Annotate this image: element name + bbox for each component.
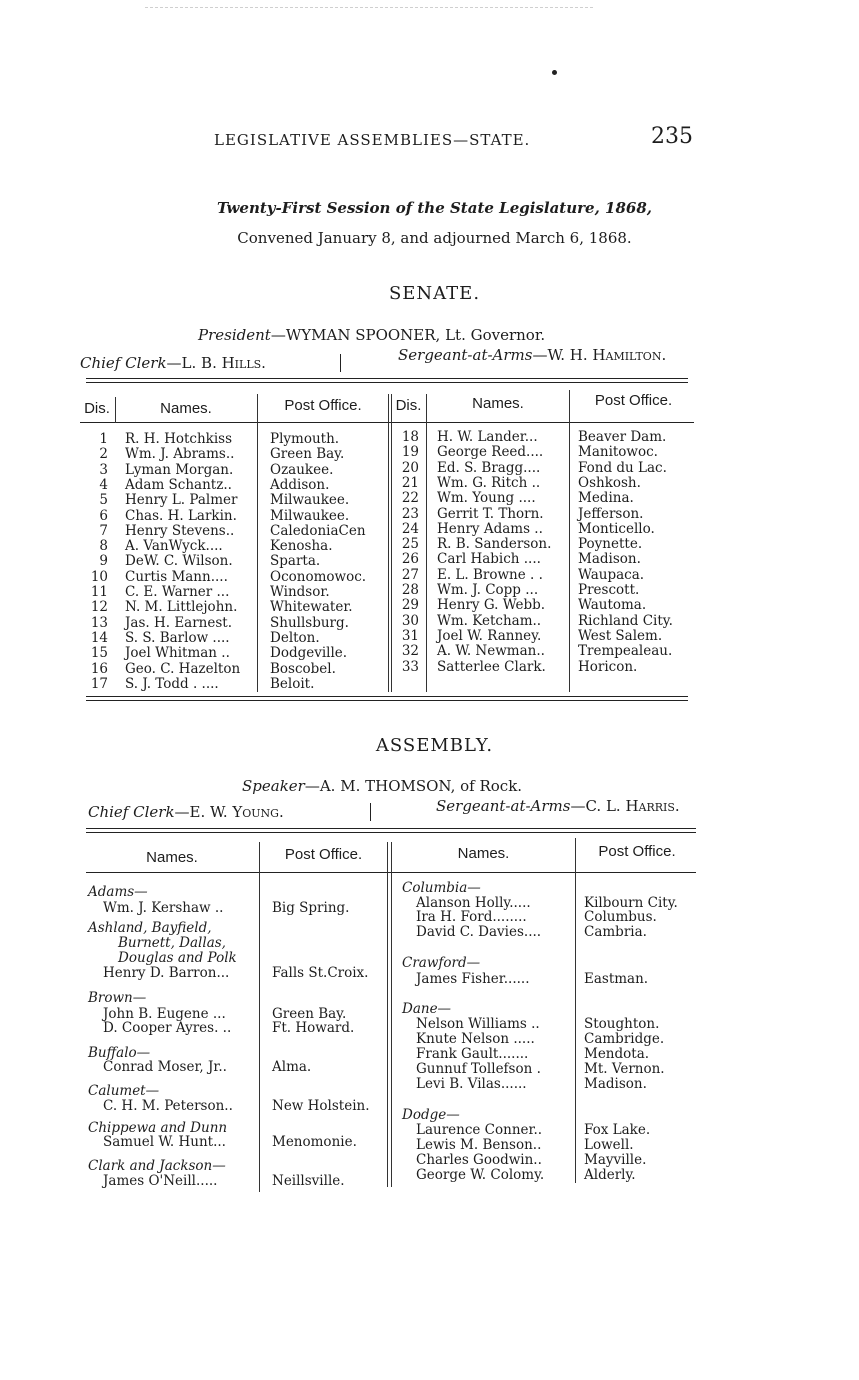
assembly-member-name: Nelson Williams ..: [416, 1016, 540, 1032]
senate-district-number: 29: [401, 597, 419, 614]
senate-district-number: 22: [401, 490, 419, 507]
senate-district-number: 14: [90, 629, 108, 646]
chief-clerk-label: Chief Clerk: [88, 803, 175, 821]
assembly-post-office: Menomonie.: [272, 1134, 357, 1150]
assembly-post-office: Alderly.: [584, 1167, 636, 1183]
senate-post-office: Plymouth.: [270, 431, 340, 447]
assembly-header-names: Names.: [457, 845, 510, 862]
president-label: President: [198, 326, 271, 344]
senate-table-top-rule2: [86, 382, 688, 383]
chief-clerk-value: —E. W. Young.: [174, 803, 284, 821]
sergeant-label: Sergeant-at-Arms: [398, 346, 533, 364]
sergeant-value: —C. L. Harris.: [570, 797, 680, 815]
senate-table-top-rule: [86, 378, 688, 379]
senate-district-number: 19: [401, 444, 419, 461]
senate-table-bottom-rule: [86, 696, 688, 697]
senate-member-name: Henry Adams ..: [437, 520, 543, 537]
senate-district-number: 20: [401, 459, 419, 476]
senate-district-number: 7: [99, 522, 108, 539]
assembly-member-name: Conrad Moser, Jr..: [103, 1059, 227, 1075]
assembly-member-name: Levi B. Vilas......: [416, 1076, 527, 1092]
senate-post-office: Windsor.: [270, 584, 330, 600]
senate-header-dis: Dis.: [84, 400, 110, 417]
senate-district-number: 18: [401, 429, 419, 445]
senate-member-name: S. S. Barlow ....: [125, 629, 230, 646]
assembly-post-office: Ft. Howard.: [272, 1020, 355, 1036]
officer-separator: [370, 803, 371, 821]
senate-post-office: Beloit.: [270, 675, 315, 692]
assembly-col-rule: [575, 838, 576, 1183]
assembly-sergeant: [436, 797, 680, 815]
assembly-member-name: C. H. M. Peterson..: [103, 1098, 233, 1114]
senate-header-post-office: Post Office.: [284, 397, 362, 414]
senate-district-number: 4: [99, 476, 108, 493]
senate-member-name: Jas. H. Earnest.: [125, 614, 233, 631]
senate-member-name: Lyman Morgan.: [125, 461, 234, 478]
assembly-member-name: Laurence Conner..: [416, 1122, 543, 1138]
assembly-member-name: Knute Nelson .....: [416, 1031, 535, 1047]
assembly-header-post-office: Post Office.: [598, 843, 676, 860]
senate-post-office: Shullsburg.: [270, 614, 349, 631]
senate-district-number: 11: [90, 584, 108, 600]
senate-district-number: 30: [401, 612, 419, 629]
senate-district-number: 13: [90, 614, 108, 631]
senate-col-rule: [257, 394, 258, 692]
senate-district-number: 26: [401, 551, 419, 568]
assembly-member-name: Henry D. Barron...: [103, 965, 230, 981]
assembly-col-rule: [259, 842, 260, 1192]
senate-post-office: Boscobel.: [270, 660, 336, 677]
senate-post-office: Delton.: [270, 629, 320, 646]
president-value: —WYMAN SPOONER, Lt. Governor.: [270, 326, 546, 344]
officer-separator: [340, 354, 341, 372]
senate-col-rule: [426, 394, 427, 692]
senate-post-office: Dodgeville.: [270, 645, 348, 662]
senate-district-number: 9: [99, 553, 108, 570]
assembly-member-name: Wm. J. Kershaw ..: [103, 900, 224, 916]
senate-district-number: 12: [90, 599, 108, 616]
senate-post-office: Manitowoc.: [578, 444, 658, 461]
page-number: 235: [651, 124, 693, 149]
senate-member-name: Ed. S. Bragg....: [437, 459, 541, 476]
senate-district-number: 5: [99, 492, 108, 509]
assembly-member-name: Ira H. Ford........: [416, 909, 527, 925]
senate-member-name: Curtis Mann....: [125, 568, 228, 585]
assembly-member-name: Lewis M. Benson..: [416, 1137, 542, 1153]
senate-district-number: 2: [99, 446, 108, 463]
senate-member-name: Wm. Ketcham..: [437, 612, 542, 629]
assembly-col-rule: [387, 842, 388, 1187]
senate-district-number: 3: [99, 461, 108, 478]
senate-post-office: Milwaukee.: [270, 492, 350, 509]
chief-clerk-label: Chief Clerk: [80, 354, 167, 372]
assembly-member-name: James O'Neill.....: [103, 1173, 218, 1189]
assembly-post-office: Mendota.: [584, 1046, 650, 1062]
senate-member-name: Chas. H. Larkin.: [125, 507, 237, 524]
senate-post-office: Ozaukee.: [270, 461, 334, 478]
senate-post-office: Prescott.: [578, 582, 640, 598]
senate-post-office: Horicon.: [578, 658, 638, 675]
assembly-header-post-office: Post Office.: [284, 846, 363, 863]
senate-member-name: A. W. Newman..: [437, 643, 545, 660]
senate-member-name: R. B. Sanderson.: [437, 536, 552, 553]
senate-heading: SENATE.: [388, 283, 481, 304]
county-heading: Chippewa and Dunn: [88, 1120, 228, 1136]
county-heading: Dane—: [402, 1001, 452, 1017]
assembly-post-office: Fox Lake.: [584, 1122, 651, 1138]
senate-member-name: George Reed....: [437, 444, 544, 461]
assembly-member-name: D. Cooper Ayres. ..: [103, 1020, 232, 1036]
senate-district-number: 32: [401, 643, 419, 660]
senate-member-name: C. E. Warner ...: [125, 584, 230, 600]
assembly-member-name: Gunnuf Tollefson .: [416, 1061, 541, 1077]
senate-col-rule: [569, 390, 570, 692]
assembly-member-name: Alanson Holly.....: [416, 895, 531, 911]
senate-member-name: A. VanWyck....: [125, 538, 223, 555]
senate-header-names: Names.: [160, 400, 212, 417]
senate-district-number: 21: [401, 474, 419, 491]
assembly-post-office: Stoughton.: [584, 1016, 660, 1032]
assembly-post-office: Neillsville.: [272, 1173, 345, 1189]
assembly-member-name: John B. Eugene ...: [103, 1006, 226, 1022]
senate-district-number: 28: [401, 582, 419, 598]
county-heading-continued: Burnett, Dallas,: [118, 935, 226, 951]
senate-member-name: Wm. Young ....: [437, 490, 536, 507]
senate-post-office: Medina.: [578, 490, 634, 507]
senate-chief-clerk: [80, 354, 266, 372]
county-heading: Clark and Jackson—: [88, 1158, 226, 1174]
senate-member-name: Joel W. Ranney.: [437, 627, 542, 644]
assembly-post-office: Mayville.: [584, 1152, 647, 1168]
senate-district-number: 31: [401, 627, 419, 644]
senate-member-name: Henry Stevens..: [125, 522, 235, 539]
senate-member-name: E. L. Browne . .: [437, 566, 543, 583]
senate-post-office: Waupaca.: [578, 566, 645, 583]
ink-speck: [552, 70, 557, 75]
assembly-post-office: Green Bay.: [272, 1006, 347, 1022]
senate-district-number: 23: [401, 505, 419, 522]
speaker-label: Speaker: [242, 777, 305, 795]
senate-post-office: Sparta.: [270, 553, 321, 570]
session-dates: Convened January 8, and adjourned March 6, 1868.: [237, 229, 632, 247]
county-heading-continued: Douglas and Polk: [118, 950, 237, 966]
senate-post-office: Richland City.: [578, 612, 673, 629]
senate-member-name: Gerrit T. Thorn.: [437, 505, 544, 522]
session-title: Twenty-First Session of the State Legislature, 1868,: [217, 199, 652, 217]
senate-district-number: 25: [401, 536, 419, 553]
senate-member-name: Wm. J. Copp ...: [437, 582, 539, 598]
assembly-member-name: David C. Davies....: [416, 924, 542, 940]
senate-post-office: Poynette.: [578, 536, 643, 553]
county-heading: Crawford—: [402, 955, 481, 971]
senate-member-name: Wm. G. Ritch ..: [437, 474, 541, 491]
assembly-member-name: Charles Goodwin..: [416, 1152, 542, 1168]
senate-district-number: 1: [99, 431, 108, 447]
senate-district-number: 10: [90, 568, 108, 585]
assembly-post-office: Lowell.: [584, 1137, 634, 1153]
county-heading: Buffalo—: [88, 1045, 151, 1061]
senate-district-number: 16: [90, 660, 108, 677]
senate-post-office: Green Bay.: [270, 446, 345, 463]
county-heading: Brown—: [88, 990, 147, 1006]
assembly-post-office: Big Spring.: [272, 900, 350, 916]
senate-post-office: Whitewater.: [270, 599, 353, 616]
assembly-post-office: Cambria.: [584, 924, 647, 940]
senate-member-name: R. H. Hotchkiss: [125, 431, 233, 447]
senate-district-number: 15: [90, 645, 108, 662]
county-heading: Columbia—: [402, 880, 481, 896]
senate-member-name: Carl Habich ....: [437, 551, 541, 568]
county-heading: Ashland, Bayfield,: [88, 920, 212, 936]
senate-col-rule: [388, 394, 389, 692]
assembly-table-top-rule2: [86, 832, 696, 833]
senate-member-name: H. W. Lander...: [437, 429, 538, 445]
senate-member-name: Henry G. Webb.: [437, 597, 546, 614]
senate-post-office: Oshkosh.: [578, 474, 641, 491]
assembly-speaker: [242, 777, 522, 795]
assembly-member-name: James Fisher......: [416, 971, 530, 987]
senate-post-office: Madison.: [578, 551, 641, 568]
assembly-heading: ASSEMBLY.: [375, 735, 494, 756]
senate-member-name: DeW. C. Wilson.: [125, 553, 233, 570]
senate-col-rule: [391, 394, 392, 692]
assembly-post-office: Alma.: [272, 1059, 312, 1075]
chief-clerk-value: —L. B. Hills.: [166, 354, 266, 372]
senate-header-names: Names.: [472, 395, 524, 412]
senate-post-office: Milwaukee.: [270, 507, 350, 524]
assembly-member-name: Frank Gault.......: [416, 1046, 529, 1062]
senate-header-dis: Dis.: [395, 397, 422, 414]
senate-post-office: Fond du Lac.: [578, 459, 667, 476]
assembly-post-office: Madison.: [584, 1076, 647, 1092]
senate-member-name: Adam Schantz..: [125, 476, 232, 493]
senate-member-name: S. J. Todd . ....: [125, 675, 219, 692]
assembly-post-office: Columbus.: [584, 909, 657, 925]
senate-post-office: Addison.: [270, 476, 330, 493]
assembly-post-office: Falls St.Croix.: [272, 965, 369, 981]
assembly-post-office: New Holstein.: [272, 1098, 370, 1114]
senate-sergeant: [398, 346, 666, 364]
senate-member-name: Joel Whitman ..: [125, 645, 230, 662]
senate-member-name: Henry L. Palmer: [125, 492, 238, 509]
sergeant-value: —W. H. Hamilton.: [532, 346, 667, 364]
assembly-member-name: Samuel W. Hunt...: [103, 1134, 226, 1150]
speaker-value: —A. M. THOMSON, of Rock.: [304, 777, 523, 795]
senate-post-office: Jefferson.: [578, 505, 644, 522]
assembly-post-office: Eastman.: [584, 971, 649, 987]
senate-district-number: 27: [401, 566, 419, 583]
senate-district-number: 17: [90, 675, 108, 692]
senate-table-bottom-rule2: [86, 700, 688, 701]
senate-post-office: West Salem.: [578, 627, 663, 644]
running-head: LEGISLATIVE ASSEMBLIES—STATE.: [214, 131, 531, 149]
senate-post-office: CaledoniaCen: [270, 522, 366, 539]
assembly-post-office: Cambridge.: [584, 1031, 665, 1047]
assembly-header-names: Names.: [146, 849, 198, 866]
assembly-table-top-rule: [86, 828, 696, 829]
senate-district-number: 33: [401, 658, 419, 675]
senate-post-office: Trempealeau.: [578, 643, 673, 660]
senate-post-office: Kenosha.: [270, 538, 333, 555]
senate-district-number: 8: [99, 538, 108, 555]
senate-post-office: Monticello.: [578, 520, 655, 537]
assembly-post-office: Kilbourn City.: [584, 895, 678, 911]
senate-header-post-office: Post Office.: [594, 392, 673, 409]
senate-post-office: Oconomowoc.: [270, 568, 367, 585]
senate-member-name: Satterlee Clark.: [437, 658, 546, 675]
senate-district-number: 24: [401, 520, 419, 537]
senate-member-name: N. M. Littlejohn.: [125, 599, 238, 616]
county-heading: Adams—: [88, 884, 148, 900]
senate-header-rule: [80, 422, 694, 423]
assembly-post-office: Mt. Vernon.: [584, 1061, 665, 1077]
senate-post-office: Wautoma.: [578, 597, 647, 614]
senate-member-name: Wm. J. Abrams..: [125, 446, 235, 463]
senate-district-number: 6: [99, 507, 108, 524]
county-heading: Dodge—: [402, 1107, 460, 1123]
assembly-chief-clerk: [88, 803, 284, 821]
senate-president: [198, 326, 545, 344]
assembly-member-name: George W. Colomy.: [416, 1167, 545, 1183]
top-edge-rule: [145, 7, 593, 8]
senate-post-office: Beaver Dam.: [578, 429, 667, 445]
senate-member-name: Geo. C. Hazelton: [125, 660, 241, 677]
sergeant-label: Sergeant-at-Arms: [436, 797, 571, 815]
county-heading: Calumet—: [88, 1083, 160, 1099]
assembly-col-rule: [391, 842, 392, 1187]
